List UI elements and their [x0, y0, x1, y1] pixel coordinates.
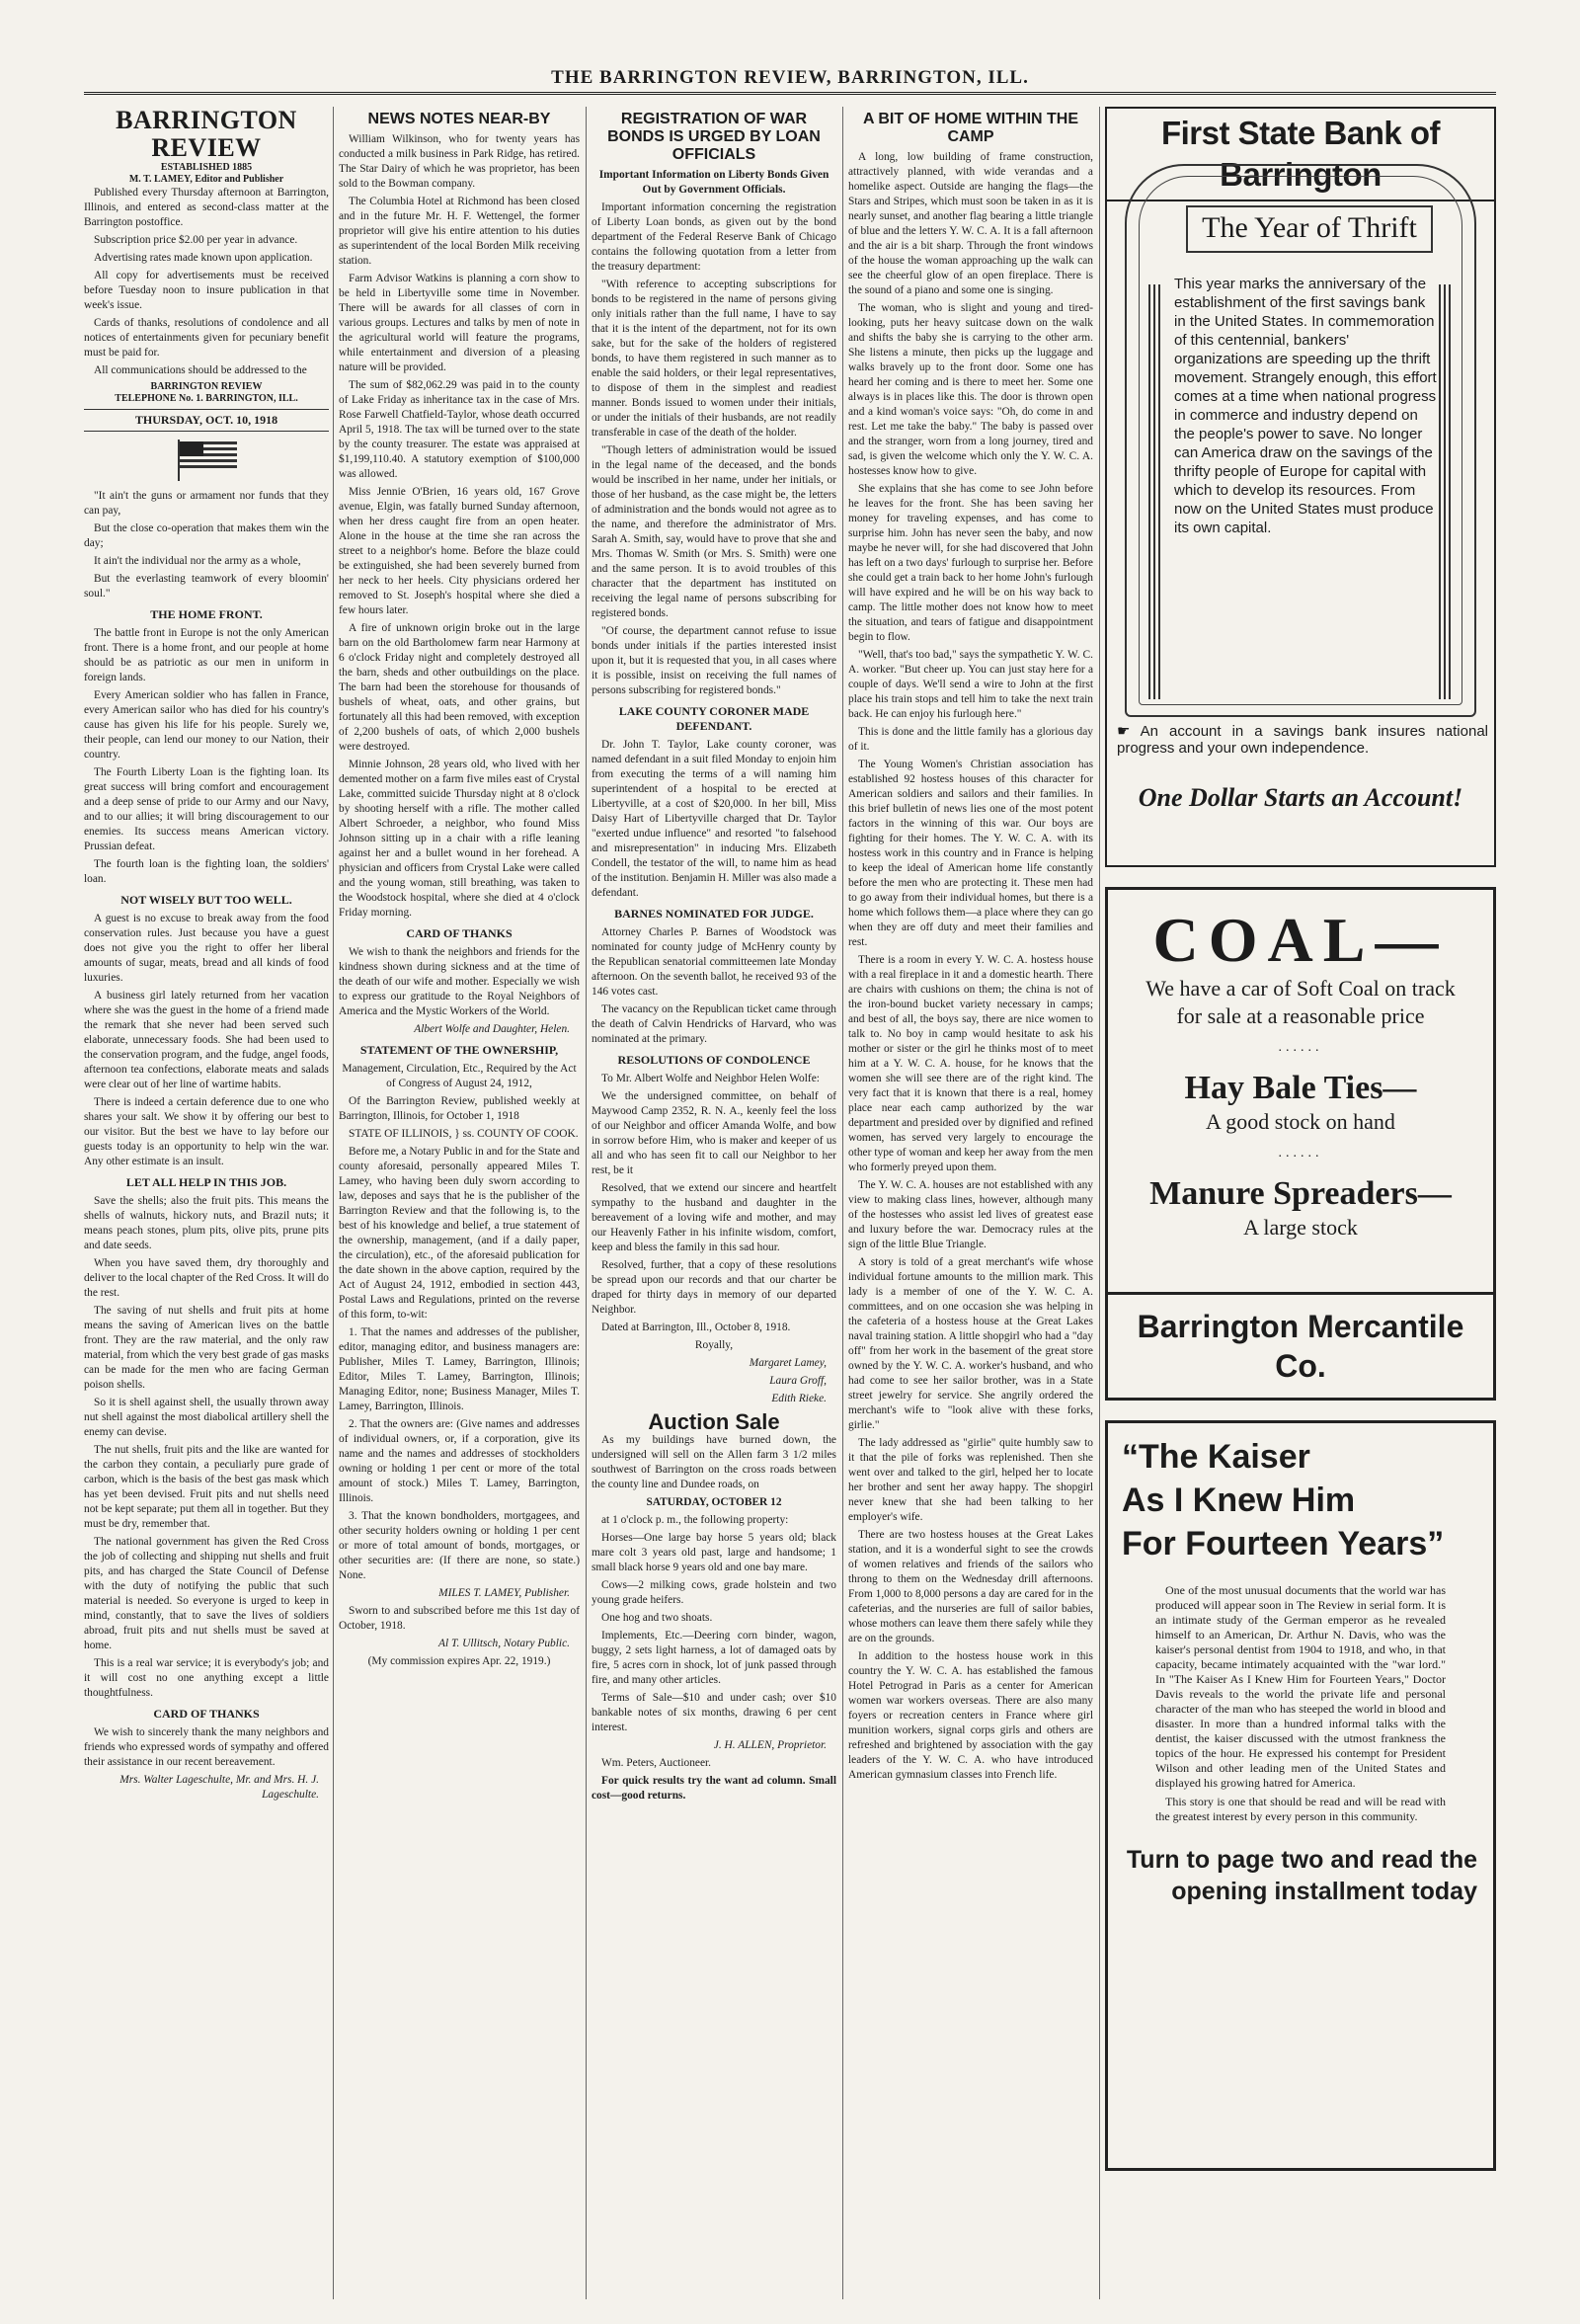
masthead-established: ESTABLISHED 1885: [160, 162, 253, 173]
bank-advertisement: [1105, 107, 1496, 867]
ornamental-arch: [1125, 164, 1476, 717]
article-paragraph: Before me, a Notary Public in and for the State and county aforesaid, personally appeared Miles T. Lamey, who having been duly sworn according to law, deposes and says that he is the publisher of the Barrington Review and that the following is, to the best of his knowledge and belief, a true statement of the ownership, management, (and if a daily paper, the circulation), etc., of the aforesaid publication for the date shown in the above caption, required by the Act of August 24, 1912, embodied in section 443, Postal Laws and Regulations, printed on the reverse of this form, to-wit:: [339, 1146, 580, 1321]
american-flag-icon: [172, 440, 241, 481]
article-paragraph: As my buildings have burned down, the undersigned will sell on the Allen farm 3 1/2 miles southwest of Barrington on the cross roads between the county line and Dundee roads, on: [592, 1434, 836, 1490]
masthead-editor: M. T. LAMEY, Editor and Publisher: [128, 174, 284, 185]
article-paragraph: "Well, that's too bad," says the sympathetic Y. W. C. A. worker. "But cheer up. You can just stay here for a couple of days. We'll send a wire to John at the first place his train stops and tell him to take the next train back. He can enjoy his furlough here.": [848, 649, 1093, 720]
article-paragraph: Sworn to and subscribed before me this 1st day of October, 1918.: [339, 1605, 580, 1632]
masthead-subscription: Subscription price $2.00 per year in advance.: [94, 234, 298, 246]
article-paragraph: 3. That the known bondholders, mortgagees, and other security holders owning or holding 1 per cent or more of total amount of bonds, mortgages, or other securities are: (If there are none, so state.) None.: [339, 1510, 580, 1581]
article-paragraph: William Wilkinson, who for twenty years has conducted a milk business in Park Ridge, has retired. The Star Dairy of which he was proprietor, has been sold to the Bowman company.: [339, 133, 580, 190]
article-paragraph: The Young Women's Christian association has established 92 hostess houses of this character for American soldiers and sailors and their families. In this brief bulletin of news lies one of the most potent factors in the winning of this war. Our boys are fighting for their homes. The Y. W. C. A. with its hostess work in this country and in France is helping to keep the ideal of American home life constantly before the men who are protecting it. These men had to go away from their individual homes, but there is a home which follows them—a place where they can go when they are off duty and meet their families and rest.: [848, 759, 1093, 948]
article-heading: CARD OF THANKS: [153, 1707, 260, 1721]
signature: J. H. ALLEN, Proprietor.: [713, 1739, 827, 1751]
hay-bale-ties-text: A good stock on hand: [1206, 1109, 1395, 1134]
article-heading: RESOLUTIONS OF CONDOLENCE: [617, 1053, 811, 1067]
article-paragraph: A fire of unknown origin broke out in the large barn on the old Bartholomew farm near Harmony at 6 o'clock Friday night and completely destroyed all the barn, sheds and other outbuildings on the place. The barn had been the storehouse for thousands of bushels of wheat, oats, and other grains, but fortunately all this had been removed, with exception of 2,200 bushels of oats, of which 2,000 bushels were destroyed.: [339, 622, 580, 753]
article-paragraph: The woman, who is slight and young and tired-looking, puts her heavy suitcase down on the walk and shifts the baby she is carrying to the other arm. She listens a minute, then picks up the luggage and walks bravely up to the front door. Some one has heard her coming and is there to meet her. Some one always is in places like this. The door is thrown open and a kind woman's voice says: "Oh, do come in and rest. Let me take the baby." The baby is passed over and the stranger, worn from a long journey, tired and sad, is given the welcome which only the Y. W. C. A. hostesses know how to give.: [848, 302, 1093, 477]
auction-date: SATURDAY, OCTOBER 12: [646, 1496, 782, 1508]
mercantile-advertisement: [1105, 887, 1496, 1401]
article-paragraph: The saving of nut shells and fruit pits at home means the saving of American lives on the battle front. They are the raw material, and the only raw material, from which the very best grade of gas masks can be made for the men who are facing German poison shells.: [84, 1305, 329, 1391]
flag-verse-line: But the everlasting teamwork of every bloomin' soul.": [84, 573, 329, 600]
article-paragraph: A long, low building of frame construction, attractively planned, with wide verandas and a homelike aspect. Outside are hanging the flags—the Stars and Stripes, which must soon be taken in as it is nearly sunset, and another flag bearing a little triangle of blue and the letters Y. W. C. A. It is a fall afternoon and the air is a bit sharp. Through the front windows of the house the woman approaching up the walk can see the cheerful glow of an open fireplace. There is the sound of a piano and some one is singing.: [848, 151, 1093, 296]
article-paragraph: Dr. John T. Taylor, Lake county coroner, was named defendant in a suit filed Monday to enjoin him from executing the terms of a will naming him superintendent of a hospital to be erected at Libertyville, at a cost of $20,000. In her bill, Miss Daisy Hart of Libertyville charged that Dr. Taylor "exerted undue influence" and resorted "to falsehood and misrepresentation" in inducing Mrs. Elizabeth Condell, the testator of the will, to name him as head of the institution. Benjamin H. Miller was also made a defendant.: [592, 739, 836, 899]
article-paragraph: She explains that she has come to see John before he leaves for the front. She has been saving her money for traveling expenses, and has come to surprise him. John has never seen the baby, and now maybe he never will, for she had discovered that John has left on a two days' furlough to surprise her. Before she could get a train back to her home John's furlough will have expired and he will be on his way back to camp. The little mother does not know how to meet the situation, and tears of fatigue and disappointment begin to flow.: [848, 483, 1093, 643]
signature: Mrs. Walter Lageschulte, Mr. and Mrs. H. J. Lageschulte.: [119, 1774, 319, 1801]
column-1: [84, 107, 329, 2309]
article-paragraph: We the undersigned committee, on behalf of Maywood Camp 2352, R. N. A., keenly feel the loss of our Neighbor and officer Amanda Wolfe, and bow in sorrow before Him, who is maker and keeper of us all and who has seen fit to call our Neighbor to her rest, be it: [592, 1090, 836, 1176]
signature: Margaret Lamey,: [749, 1357, 827, 1369]
article-paragraph: The Columbia Hotel at Richmond has been closed and in the future Mr. H. F. Wettengel, the former proprietor will give his entire attention to his duties as superintendent of the local Borden Milk receiving station.: [339, 196, 580, 267]
article-paragraph: Minnie Johnson, 28 years old, who lived with her demented mother on a farm five miles east of Crystal Lake, committed suicide Thursday night at 8 o'clock by shooting herself with a rifle. The mother called Albert Schroeder, a neighbor, who found Miss Johnson sitting up in a chair with a rifle leaning against her and a bullet wound in her forehead. A physician and officers from Crystal Lake were called and the young woman, still breathing, was taken to the Woodstock hospital, where she died at 4 o'clock Friday morning.: [339, 759, 580, 919]
article-heading: BARNES NOMINATED FOR JUDGE.: [614, 907, 814, 921]
masthead-communications: All communications should be addressed to the: [94, 364, 307, 376]
article-paragraph: We wish to thank the neighbors and friends for the kindness shown during sickness and at the time of the death of our wife and mother. Especially we wish to express our gratitude to the Royal Neighbors of America and the Mystic Workers of the World.: [339, 946, 580, 1017]
newspaper-page: [84, 59, 1496, 2311]
article-paragraph: The vacancy on the Republican ticket came through the death of Calvin Hendricks of Harvard, who was nominated at the primary.: [592, 1003, 836, 1045]
article-paragraph: Terms of Sale—$10 and under cash; over $10 bankable notes of six months, drawing 6 per cent interest.: [592, 1692, 836, 1733]
article-paragraph: Wm. Peters, Auctioneer.: [601, 1757, 712, 1769]
masthead-title: BARRINGTON REVIEW: [116, 107, 297, 162]
kaiser-title: “The Kaiser: [1122, 1438, 1310, 1476]
signature: Edith Rieke.: [771, 1393, 827, 1404]
bank-name: First State Bank of Barrington: [1107, 109, 1494, 201]
article-paragraph: The Fourth Liberty Loan is the fighting loan. Its great success will bring comfort and encouragement and a deep sense of pride to our Army and our Navy, and to our allies; it will bring discouragement to our enemies. Its success means American victory. Prussian defeat.: [84, 766, 329, 852]
divider-dots: ......: [1278, 1040, 1323, 1055]
coal-text: We have a car of Soft Coal on track: [1146, 976, 1456, 1001]
article-paragraph: Dated at Barrington, Ill., October 8, 1918.: [601, 1322, 791, 1333]
thrift-slogan: One Dollar Starts an Account!: [1138, 783, 1463, 812]
article-paragraph: Attorney Charles P. Barnes of Woodstock was nominated for county judge of McHenry county by the Republican senatorial committeemen late Monday afternoon. On the seventh ballot, he received 93 of the 146 votes cast.: [592, 926, 836, 998]
running-head: THE BARRINGTON REVIEW, BARRINGTON, ILL.: [84, 59, 1496, 95]
masthead-advertising: Advertising rates made known upon application.: [94, 252, 313, 264]
thrift-banner: The Year of Thrift: [1186, 205, 1433, 253]
masthead-telephone: TELEPHONE No. 1. BARRINGTON, ILL.: [115, 393, 298, 404]
article-heading: NEWS NOTES NEAR-BY: [367, 111, 551, 127]
article-paragraph: The lady addressed as "girlie" quite humbly saw to it that the pile of forks was replenished. Then she went over and talked to the girl, helped her to locate her brother and sent her away happy. The shopgirl never knew that she had been talking to her employer's wife.: [848, 1437, 1093, 1523]
column-2: [339, 107, 580, 2309]
article-paragraph: Resolved, that we extend our sincere and heartfelt sympathy to the husband and daughter in the bereavement of a loving wife and mother, and may our Heavenly Father in his infinite wisdom, comfort, keep and bless the family in this sad hour.: [592, 1182, 836, 1253]
article-subheading: Important Information on Liberty Bonds Given Out by Government Officials.: [598, 169, 830, 196]
article-paragraph: One of the most unusual documents that the world war has produced will appear soon in The Review in serial form. It is an intimate study of the German emperor as he revealed himself to an American, Dr. Arthur N. Davis, who was the kaiser's personal dentist from 1904 to 1918, and who, in that capacity, became intimately acquainted with the "war lord." In "The Kaiser As I Knew Him for Fourteen Years," Doctor Davis reveals to the world the private life and personal character of the man who has steeped the world in blood and disaster. In more than a hundred informal talks with the dentist, the kaiser discussed with the utmost frankness the topics of the hour. He expressed his contempt for President Wilson and other leading men of the United States and displayed his growing hatred for America.: [1155, 1583, 1446, 1790]
flag-verse-line: "It ain't the guns or armament nor funds that they can pay,: [84, 490, 329, 517]
kaiser-body: [1155, 1583, 1446, 1824]
masthead-published: Published every Thursday afternoon at Barrington, Illinois, and entered as second-class matter at the Barrington postoffice.: [84, 187, 329, 228]
article-heading: A BIT OF HOME WITHIN THE CAMP: [862, 111, 1079, 145]
article-heading: LET ALL HELP IN THIS JOB.: [125, 1175, 287, 1189]
article-paragraph: The sum of $82,062.29 was paid in to the county of Lake Friday as inheritance tax in the case of Mrs. Rose Farwell Chatfield-Taylor, whose death occurred April 5, 1918. The tax will be turned over to the state by the county treasurer. The estate was appraised at $1,199,110.40. A statutory exemption of $100,000 was allowed.: [339, 379, 580, 480]
coal-text: for sale at a reasonable price: [1176, 1003, 1425, 1028]
manure-spreaders-text: A large stock: [1243, 1215, 1358, 1240]
article-paragraph: So it is shell against shell, the usually thrown away nut shell against the most diabolical artillery shell the enemy can devise.: [84, 1397, 329, 1438]
article-heading: CARD OF THANKS: [406, 926, 513, 940]
article-paragraph: Farm Advisor Watkins is planning a corn show to be held in Libertyville some time in November. There will be awards for all classes of corn in various groups. Lectures and talks by men of note in the agricultural world will feature the programs, while entertainment and diversion of a pleasing nature will be provided.: [339, 273, 580, 373]
kaiser-call-to-action: Turn to page two and read the opening installment today: [1126, 1846, 1477, 1905]
article-paragraph: Implements, Etc.—Deering corn binder, wagon, buggy, 2 sets light harness, a lot of damaged oats by fire, 5 acres corn in shock, lot of junk passed through fire, and many other articles.: [592, 1630, 836, 1686]
kaiser-title: For Fourteen Years”: [1122, 1525, 1445, 1563]
article-paragraph: There are two hostess houses at the Great Lakes station, and it is a wonderful sight to see the crowds of women relatives and friends of the sailors who throng to them on the Wednesday drill afternoons. From 1,000 to 8,000 persons a day are cared for in the cafeterias, and the nurseries are full of sailor babies, whose mothers can leave them there safely while they are on the grounds.: [848, 1529, 1093, 1644]
column-rule: [586, 107, 587, 2299]
auction-heading: Auction Sale: [648, 1409, 780, 1434]
article-paragraph: This is done and the little family has a glorious day of it.: [848, 726, 1093, 753]
column-rule: [842, 107, 843, 2299]
article-paragraph: A story is told of a great merchant's wife whose individual fortune amounts to the million mark. This lady is a member of one of the Y. W. C. A. committees, and on one occasion she was helping in the cafeteria of a hostess house at the Great Lakes naval training station. A little shopgirl who had a "day off" from her work in the basement of the great store owned by the Y. W. C. A. worker's husband, and who had come to see her sailor brother, was in a State street jewelry for service. She angrily ordered the merchant's wife to "look alive with these forks, girlie.": [848, 1256, 1093, 1431]
article-paragraph: The national government has given the Red Cross the job of collecting and shipping nut shells and fruit pits, and has charged the State Council of Defense with the duty of notifying the public that such material is needed. So everyone is urged to keep in mind, constantly, that to save the lives of soldiers abroad, fruit pits and nut shells must be saved at home.: [84, 1536, 329, 1651]
kaiser-serial-advertisement: [1105, 1420, 1496, 2171]
article-paragraph: The battle front in Europe is not the only American front. There is a home front, and our people at home should be as patriotic as our men in uniform in foreign lands.: [84, 627, 329, 683]
article-heading: REGISTRATION OF WAR BONDS IS URGED BY LOAN OFFICIALS: [607, 111, 821, 163]
article-heading: NOT WISELY BUT TOO WELL.: [120, 893, 292, 907]
hay-bale-ties-heading: Hay Bale Ties—: [1184, 1070, 1417, 1106]
pointing-hand-icon: ☛: [1117, 723, 1131, 740]
article-paragraph: Save the shells; also the fruit pits. This means the shells of walnuts, hickory nuts, and Brazil nuts; it means peach stones, plum pits, olive pits, prune pits and date seeds.: [84, 1195, 329, 1251]
article-paragraph: The fourth loan is the fighting loan, the soldiers' loan.: [84, 858, 329, 885]
thrift-body: This year marks the anniversary of the establishment of the first savings bank in the United States. In commemoration of this centennial, bankers' organizations are speeding up the thrift movement. Strangely enough, this effort comes at a time when national progress in commerce and industry depend on the people's power to save. No longer can America draw on the savings of the thrifty people of Europe for capital with which to develop its resources. From now on the United States must produce its own capital.: [1174, 276, 1437, 536]
article-paragraph: A guest is no excuse to break away from the food conservation rules. Just because you have a guest does not give you the right to offer her liberal amounts of sugar, meats, bread and all kinds of food luxuries.: [84, 913, 329, 984]
article-paragraph: Horses—One large bay horse 5 years old; black mare colt 3 years old past, large and handsome; 1 small black horse 9 years old and one bay mare.: [592, 1532, 836, 1573]
coal-heading: COAL—: [1152, 905, 1449, 975]
signature: Albert Wolfe and Daughter, Helen.: [414, 1023, 570, 1035]
flag-verse-line: But the close co-operation that makes them win the day;: [84, 522, 329, 549]
article-paragraph: To Mr. Albert Wolfe and Neighbor Helen Wolfe:: [601, 1073, 820, 1084]
article-paragraph: The nut shells, fruit pits and the like are wanted for the carbon they contain, a peculiarly pure grade of carbon, which is the basis of the best gas mask which has yet been devised. Fruit pits and nut shells need not be kept separate; put them all in together. But they must be dry, remember that.: [84, 1444, 329, 1530]
article-paragraph: This is a real war service; it is everybody's job; and it will cost no one anything except a little thoughtfulness.: [84, 1657, 329, 1699]
article-paragraph: Miss Jennie O'Brien, 16 years old, 167 Grove avenue, Elgin, was fatally burned Sunday afternoon, when her dress caught fire from an open heater. Alone in the house at the time she ran across the street to a neighbor's home. Before the blaze could be extinguished, she had been severely burned from her neck to her heels. City physicians ordered her removed to St. Joseph's hospital where she died a few hours later.: [339, 486, 580, 616]
article-paragraph: "With reference to accepting subscriptions for bonds to be registered in the name of persons giving only initials rather than the full name, I have to say that it is the intent of the department, not for its own sake, but for the sake of the holders of registered bonds, to have them registered in such manner as to enable the said holders, or their legal representatives, to dispose of them in the simplest and readiest manner. Bonds issued to women under their initials, or under the initials of their husbands, are not readily transferable in case of the death of the holder.: [592, 279, 836, 439]
article-paragraph: "Though letters of administration would be issued in the legal name of the deceased, and the bonds would be inscribed in her name, under her initials, or those of her husband, as the case might be, the letters of administration and the bonds would not agree as to the name, and therefore the administrator of Mrs. Sarah A. Smith, say, would have to prove that she and Mrs. Thomas W. Smith (or Mrs. S. Smith) were one and the same person. It is to avoid troubles of this character that the department has instituted on receiving the legal name of persons subscribing for registered bonds.: [592, 444, 836, 619]
column-rule: [1099, 107, 1100, 2299]
article-paragraph: "Of course, the department cannot refuse to issue bonds under initials if the parties interested insist upon it, but it is requested that you, in all cases where it is possible, insist on receiving the full names of persons subscribing for registered bonds.": [592, 625, 836, 696]
article-paragraph: 1. That the names and addresses of the publisher, editor, managing editor, and business managers are: Publisher, Miles T. Lamey, Barrington, Illinois; Editor, Miles T. Lamey, Barrington, Illinois; Managing Editor, none; Business Manager, Miles T. Lamey, Barrington, Illinois.: [339, 1326, 580, 1412]
store-name: Barrington Mercantile Co.: [1108, 1292, 1493, 1398]
article-subheading: Management, Circulation, Etc., Required by the Act of Congress of August 24, 1912,: [342, 1063, 577, 1089]
article-paragraph: Every American soldier who has fallen in France, every American sailor who has died for his country's cause has given his life for his people. Surely we, their people, can lend our money to our Nation, their country.: [84, 689, 329, 761]
article-paragraph: One hog and two shoats.: [601, 1612, 713, 1624]
column-5-ads: [1105, 107, 1496, 2309]
article-paragraph: There is indeed a certain deference due to one who shares your salt. We show it by offering our best to our visitor. But the best we have to lay before our guests today is an opportunity to help win the war. Any other estimate is an insult.: [84, 1096, 329, 1167]
masthead-address: BARRINGTON REVIEW: [150, 381, 263, 392]
manure-spreaders-heading: Manure Spreaders—: [1149, 1175, 1452, 1212]
article-paragraph: The Y. W. C. A. houses are not established with any view to making class lines, however, although many of the hostesses who assist led lives of greatest ease and luxury before the war. Democracy rules at the sign of the little Blue Triangle.: [848, 1179, 1093, 1250]
article-paragraph: 2. That the owners are: (Give names and addresses of individual owners, or, if a corporation, give its name and the names and addresses of stockholders owning or holding 1 per cent or more of the total amount of stock.) Miles T. Lamey, Barrington, Illinois.: [339, 1418, 580, 1504]
masthead-copy: All copy for advertisements must be received before Tuesday noon to insure publication in that week's issue.: [84, 270, 329, 311]
masthead-cards: Cards of thanks, resolutions of condolence and all notices of entertainments given for pecuniary benefit must be paid for.: [84, 317, 329, 359]
signature: Al T. Ullitsch, Notary Public.: [438, 1638, 570, 1649]
article-paragraph: A business girl lately returned from her vacation where she was the guest in the home of a friend made the remark that she never had been served such elaborate, unnecessary foods. She had been used to the conservation program, and the fudge, angel foods, afternoon tea confections, elaborate meats and salads were clear out of her line of wartime habits.: [84, 990, 329, 1090]
signature: Laura Groff,: [769, 1375, 827, 1387]
article-heading: STATEMENT OF THE OWNERSHIP,: [359, 1043, 559, 1057]
article-paragraph: Resolved, further, that a copy of these resolutions be spread upon our records and that our charter be draped for thirty days in memory of our departed Neighbor.: [592, 1259, 836, 1316]
column-3: [592, 107, 836, 2309]
kaiser-title: As I Knew Him: [1122, 1482, 1356, 1519]
article-paragraph: We wish to sincerely thank the many neighbors and friends who expressed words of sympathy and offered their assistance in our recent bereavement.: [84, 1726, 329, 1768]
article-heading: LAKE COUNTY CORONER MADE DEFENDANT.: [618, 704, 810, 733]
article-paragraph: Cows—2 milking cows, grade holstein and two young grade heifers.: [592, 1579, 836, 1606]
article-paragraph: There is a room in every Y. W. C. A. hostess house with a real fireplace in it and a domestic hearth. There are chairs with cushions on them; the china is not of the iron-bound bucket variety necessary in camps; and best of all, the boys say, there are nice women to talk to. No boy in camp would hesitate to ask his mother or sister or the girl he thinks most of to meet him at a Y. W. C. A. house, for he knows that the women she will see there are of the right kind. The very fact that it is known that there is a real, homey place near each camp authorized by the war department and presided over by dignified and refined women, has served very largely to encourage the other type of woman and keep her away from the men who formerly preyed upon them.: [848, 954, 1093, 1173]
article-paragraph: Important information concerning the registration of Liberty Loan bonds, as given out by the bond department of the Federal Reserve Bank of Chicago contains the following quotation from a letter from the treasury department:: [592, 201, 836, 273]
issue-date: THURSDAY, OCT. 10, 1918: [84, 409, 329, 432]
article-paragraph: In addition to the hostess house work in this country the Y. W. C. A. has established the famous Hotel Petrograd in Paris as a center for American women war workers overseas. There are also many foyers or recreation centers in France where girl munition workers, signal corps girls and others are refreshed and brightened by association with the gay leaders of the Y. W. C. A. who have introduced American gymnasium classes into French life.: [848, 1650, 1093, 1781]
thrift-footnote: ☛ An account in a savings bank insures national progress and your own independence.: [1117, 723, 1489, 757]
article-paragraph: Of the Barrington Review, published weekly at Barrington, Illinois, for October 1, 1918: [339, 1095, 580, 1122]
article-paragraph: Royally,: [694, 1339, 734, 1351]
article-paragraph: STATE OF ILLINOIS, } ss. COUNTY OF COOK.: [349, 1128, 579, 1140]
flag-verse-line: It ain't the individual nor the army as a whole,: [94, 555, 301, 567]
article-heading: THE HOME FRONT.: [150, 607, 263, 621]
divider-dots: ......: [1278, 1146, 1323, 1161]
signature: MILES T. LAMEY, Publisher.: [438, 1587, 570, 1599]
column-rule: [333, 107, 334, 2299]
small-ad: For quick results try the want ad column. Small cost—good returns.: [592, 1775, 836, 1802]
column-4: [848, 107, 1093, 2309]
article-paragraph: This story is one that should be read and will be read with the greatest interest by every person in this community.: [1155, 1795, 1446, 1823]
article-paragraph: at 1 o'clock p. m., the following property:: [601, 1514, 789, 1526]
article-paragraph: (My commission expires Apr. 22, 1919.): [367, 1655, 551, 1667]
article-paragraph: When you have saved them, dry thoroughly and deliver to the local chapter of the Red Cross. It will do the rest.: [84, 1257, 329, 1299]
